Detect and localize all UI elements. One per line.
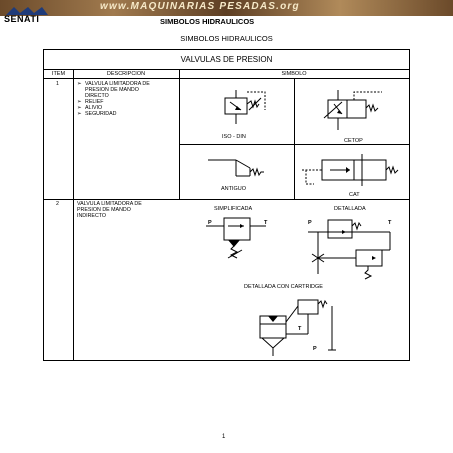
port-label-p: P <box>308 220 312 226</box>
symbol-label-cartridge: DETALLADA CON CARTRIDGE <box>244 284 323 290</box>
bullet-arrow-icon: ➢ <box>77 81 82 87</box>
header-title: SIMBOLOS HIDRAULICOS <box>160 17 255 26</box>
port-label-p: P <box>313 346 317 352</box>
symbol-label-cetop: CETOP <box>344 138 363 144</box>
port-label-t: T <box>388 220 392 226</box>
description-line: PRESION DE MANDO <box>85 87 139 93</box>
description-line: PRESION DE MANDO <box>77 207 131 213</box>
page-number: 1 <box>222 434 226 440</box>
section-title: VALVULAS DE PRESION <box>44 50 409 70</box>
port-label-t: T <box>298 326 302 332</box>
column-divider <box>294 79 295 199</box>
symbol-label-cat: CAT <box>349 192 360 198</box>
row-1-item: 1 <box>56 81 59 87</box>
bullet-arrow-icon: ➢ <box>77 111 82 117</box>
bullet-item: RELIEF <box>85 99 104 105</box>
symbol-label-simplificada: SIMPLIFICADA <box>214 206 253 212</box>
column-header-item: ITEM <box>44 70 73 79</box>
symbol-label-antiguo: ANTIGUO <box>221 186 247 192</box>
description-line: VALVULA LIMITADORA DE <box>77 201 142 207</box>
column-header-symbol: SIMBOLO <box>179 70 409 79</box>
relief-valve-iso-din-symbol <box>219 88 267 132</box>
symbol-label-iso: ISO - DIN <box>222 134 246 140</box>
logo-text: SENATI <box>4 14 40 24</box>
document-subtitle: SIMBOLOS HIDRAULICOS <box>180 34 273 43</box>
row-2-description <box>77 201 142 219</box>
row-divider <box>179 144 409 145</box>
pilot-relief-simplified-symbol <box>204 214 270 266</box>
column-divider <box>73 70 74 360</box>
bullet-item: SEGURIDAD <box>85 111 117 117</box>
row-2-item: 2 <box>56 201 59 207</box>
port-label-p: P <box>208 220 212 226</box>
row-1-description <box>77 81 150 117</box>
pilot-relief-cartridge-symbol <box>252 294 344 356</box>
bullet-arrow-icon: ➢ <box>77 105 82 111</box>
symbol-label-detallada: DETALLADA <box>334 206 366 212</box>
relief-valve-antiguo-symbol <box>206 150 272 184</box>
column-divider <box>179 70 180 199</box>
pilot-relief-detailed-symbol <box>306 214 398 282</box>
symbols-table <box>43 49 410 361</box>
site-banner <box>0 0 453 16</box>
bullet-arrow-icon: ➢ <box>77 99 82 105</box>
port-label-t: T <box>264 220 268 226</box>
row-divider <box>44 199 409 200</box>
banner-text: www.MAQUINARIAS PESADAS.org <box>100 1 300 12</box>
description-line: INDIRECTO <box>77 213 107 219</box>
bullet-item: ALIVIO <box>85 105 103 111</box>
description-line: DIRECTO <box>85 93 109 99</box>
relief-valve-cat-symbol <box>300 150 404 190</box>
relief-valve-cetop-symbol <box>320 86 386 134</box>
description-line: VALVULA LIMITADORA DE <box>85 81 150 87</box>
column-header-description: DESCRIPCION <box>73 70 179 79</box>
